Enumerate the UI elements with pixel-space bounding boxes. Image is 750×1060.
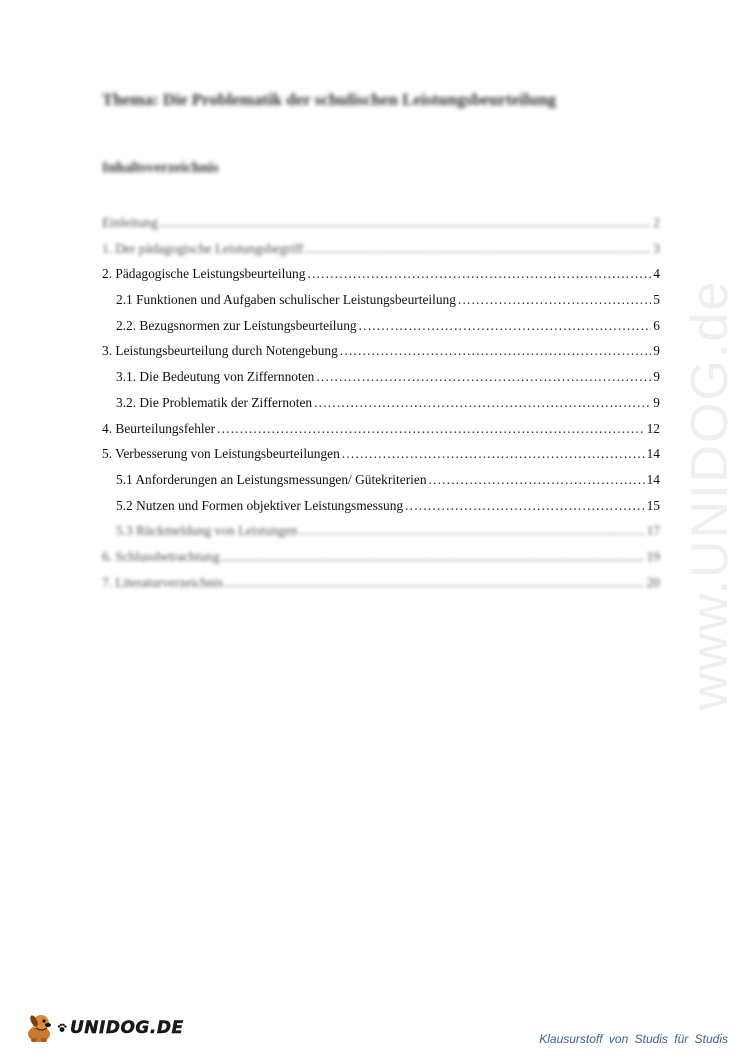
toc-entry[interactable] bbox=[102, 574, 660, 600]
toc-entry-label: 1. Der pädagogische Leistungsbegriff bbox=[102, 240, 304, 256]
toc-entry-label: 2. Pädagogische Leistungsbeurteilung bbox=[102, 266, 306, 282]
unidog-logo[interactable] bbox=[22, 1012, 184, 1044]
document-title: Thema: Die Problematik der schulischen Leistungsbeurteilung bbox=[102, 90, 557, 109]
toc-dot-leader bbox=[359, 317, 652, 335]
toc-entry[interactable] bbox=[102, 497, 660, 523]
toc-entry-page: 6 bbox=[653, 317, 660, 333]
toc-dot-leader bbox=[217, 420, 645, 438]
toc-entry[interactable] bbox=[102, 317, 660, 343]
dog-mascot-icon bbox=[22, 1012, 56, 1044]
toc-entry-label: 2.2. Bezugsnormen zur Leistungsbeurteilung bbox=[116, 317, 357, 333]
toc-entry-label: 5.3 Rückmeldung von Leistungen bbox=[116, 523, 298, 539]
toc-entry-label: 4. Beurteilungsfehler bbox=[102, 420, 216, 436]
toc-entry[interactable] bbox=[102, 471, 660, 497]
toc-dot-leader bbox=[300, 522, 645, 540]
toc-dot-leader bbox=[305, 240, 651, 258]
toc-entry-page: 14 bbox=[646, 471, 660, 487]
toc-entry-page: 19 bbox=[646, 548, 660, 564]
logo-text: UNIDOG.DE bbox=[70, 1018, 184, 1038]
toc-dot-leader bbox=[307, 265, 651, 283]
toc-dot-leader bbox=[225, 574, 644, 592]
toc-dot-leader bbox=[340, 342, 652, 360]
toc-heading: Inhaltsverzeichnis bbox=[102, 160, 219, 176]
toc-dot-leader bbox=[429, 471, 645, 489]
toc-entry[interactable] bbox=[102, 342, 660, 368]
toc-dot-leader bbox=[316, 368, 651, 386]
toc-entry-label: 7. Literaturverzeichnis bbox=[102, 574, 224, 590]
table-of-contents bbox=[102, 214, 660, 599]
toc-dot-leader bbox=[222, 548, 645, 566]
toc-entry-page: 3 bbox=[653, 240, 660, 256]
toc-entry-label: 3.1. Die Bedeutung von Ziffernnoten bbox=[116, 369, 315, 385]
toc-dot-leader bbox=[160, 214, 652, 232]
toc-entry-label: 5. Verbesserung von Leistungsbeurteilungen bbox=[102, 446, 340, 462]
toc-entry-label: Einleitung bbox=[102, 215, 158, 230]
toc-entry[interactable] bbox=[102, 420, 660, 446]
watermark: www.UNIDOG.de bbox=[681, 279, 739, 711]
toc-dot-leader bbox=[314, 394, 651, 412]
toc-entry[interactable] bbox=[102, 291, 660, 317]
toc-entry-page: 12 bbox=[646, 420, 660, 436]
toc-dot-leader bbox=[458, 291, 651, 309]
toc-entry-page: 5 bbox=[653, 292, 660, 308]
toc-entry[interactable] bbox=[102, 522, 660, 548]
toc-entry[interactable] bbox=[102, 265, 660, 291]
footer-slogan: Klausurstoff von Studis für Studis bbox=[539, 1032, 728, 1046]
toc-entry-page: 2 bbox=[653, 215, 660, 230]
toc-entry-label: 3. Leistungsbeurteilung durch Notengebung bbox=[102, 343, 338, 359]
toc-entry-page: 15 bbox=[646, 497, 660, 513]
toc-entry-label: 2.1 Funktionen und Aufgaben schulischer Leistungsbeurteilung bbox=[116, 292, 456, 308]
toc-entry[interactable] bbox=[102, 394, 660, 420]
toc-entry-page: 9 bbox=[653, 369, 660, 385]
toc-dot-leader bbox=[405, 497, 644, 515]
toc-entry-label: 5.1 Anforderungen an Leistungsmessungen/ Gütekriterien bbox=[116, 471, 427, 487]
toc-entry-page: 4 bbox=[653, 266, 660, 282]
toc-dot-leader bbox=[342, 445, 645, 463]
toc-entry-page: 14 bbox=[646, 446, 660, 462]
toc-entry-label: 3.2. Die Problematik der Ziffernoten bbox=[116, 394, 313, 410]
toc-entry-label: 5.2 Nutzen und Formen objektiver Leistungsmessung bbox=[116, 497, 404, 513]
toc-entry[interactable] bbox=[102, 548, 660, 574]
toc-entry[interactable] bbox=[102, 368, 660, 394]
toc-entry[interactable] bbox=[102, 240, 660, 266]
toc-entry-label: 6. Schlussbetrachtung bbox=[102, 548, 220, 564]
toc-entry-page: 9 bbox=[653, 343, 660, 359]
toc-entry-page: 17 bbox=[646, 523, 660, 539]
toc-entry[interactable] bbox=[102, 214, 660, 240]
paw-icon bbox=[57, 1023, 67, 1033]
toc-entry-page: 20 bbox=[646, 574, 660, 590]
toc-entry-page: 9 bbox=[653, 394, 660, 410]
toc-entry[interactable] bbox=[102, 445, 660, 471]
